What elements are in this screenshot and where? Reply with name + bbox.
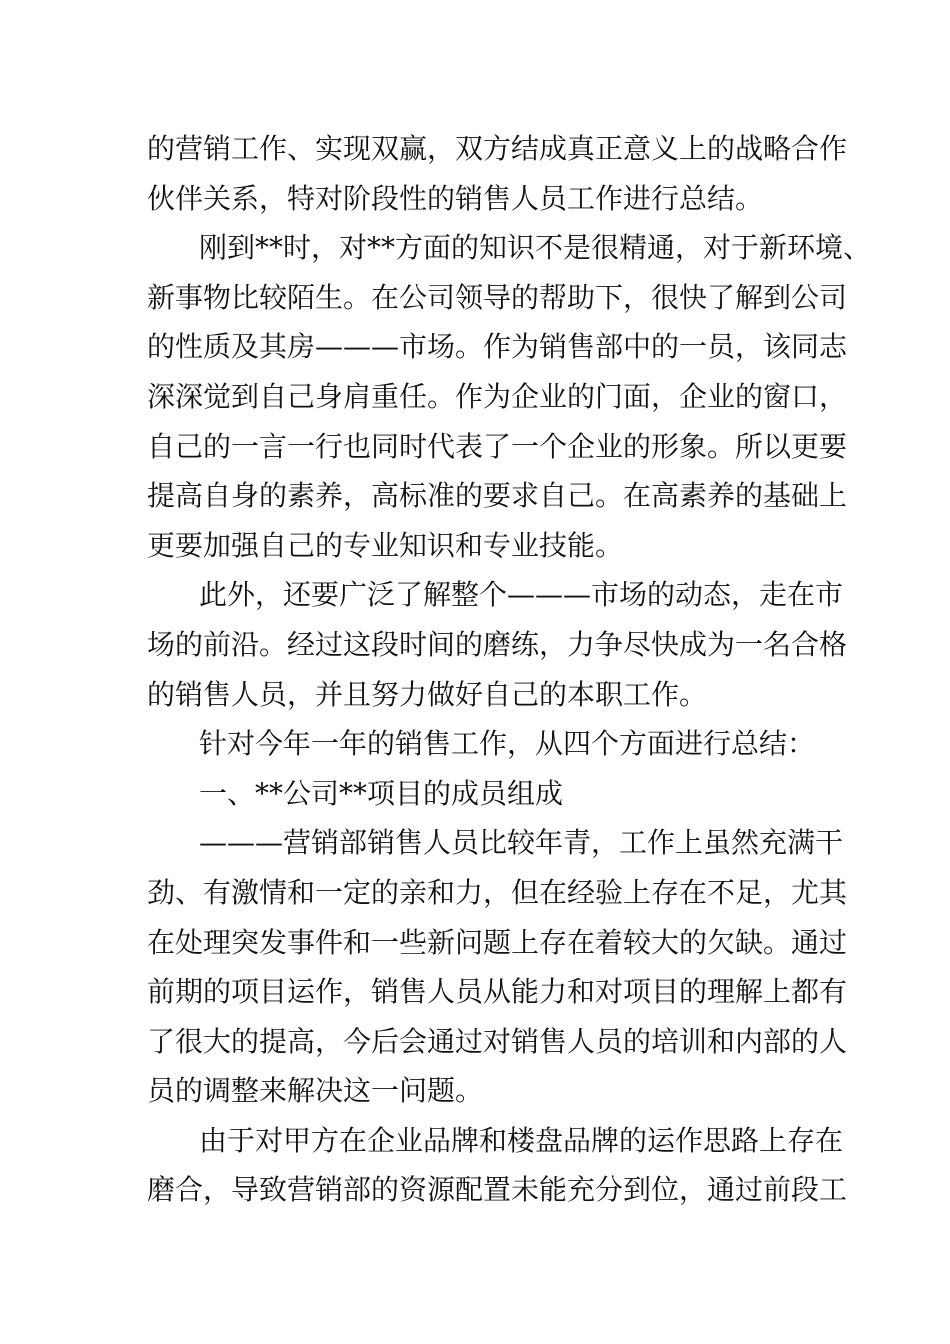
- text-line: 了很大的提高，今后会通过对销售人员的培训和内部的人: [147, 1024, 848, 1058]
- text-line: 的营销工作、实现双赢，双方结成真正意义上的战略合作: [147, 132, 848, 165]
- paragraph-first-line: 由于对甲方在企业品牌和楼盘品牌的运作思路上存在: [199, 1123, 844, 1157]
- text-line: 磨合，导致营销部的资源配置未能充分到位，通过前段工: [147, 1173, 848, 1207]
- text-line: 自己的一言一行也同时代表了一个企业的形象。所以更要: [147, 429, 848, 463]
- text-line: 的销售人员，并且努力做好自己的本职工作。: [147, 677, 708, 711]
- text-line: 深深觉到自己身肩重任。作为企业的门面，企业的窗口，: [147, 379, 848, 413]
- text-line: 场的前沿。经过这段时间的磨练，力争尽快成为一名合格: [147, 627, 848, 661]
- text-line: 提高自身的素养，高标准的要求自己。在高素养的基础上: [147, 479, 848, 513]
- text-line: 新事物比较陌生。在公司领导的帮助下，很快了解到公司: [147, 280, 848, 314]
- paragraph-first-line: 此外，还要广泛了解整个———市场的动态，走在市: [199, 578, 844, 612]
- text-line: 更要加强自己的专业知识和专业技能。: [147, 528, 624, 562]
- text-line: 劲、有激情和一定的亲和力，但在经验上存在不足，尤其: [147, 875, 848, 909]
- text-line: 的性质及其房———市场。作为销售部中的一员，该同志: [147, 330, 848, 364]
- paragraph-first-line: 刚到**时，对**方面的知识不是很精通，对于新环境、: [199, 231, 872, 265]
- text-line: 员的调整来解决这一问题。: [147, 1074, 484, 1108]
- text-line: 在处理突发事件和一些新问题上存在着较大的欠缺。通过: [147, 925, 848, 959]
- text-line: 前期的项目运作，销售人员从能力和对项目的理解上都有: [147, 975, 848, 1009]
- paragraph-first-line: ———营销部销售人员比较年青，工作上虽然充满干: [199, 826, 844, 860]
- document-body: [147, 124, 872, 1215]
- section-heading: 一、**公司**项目的成员组成: [199, 776, 564, 810]
- text-line: 伙伴关系，特对阶段性的销售人员工作进行总结。: [147, 181, 764, 215]
- paragraph-first-line: 针对今年一年的销售工作，从四个方面进行总结：: [199, 727, 816, 761]
